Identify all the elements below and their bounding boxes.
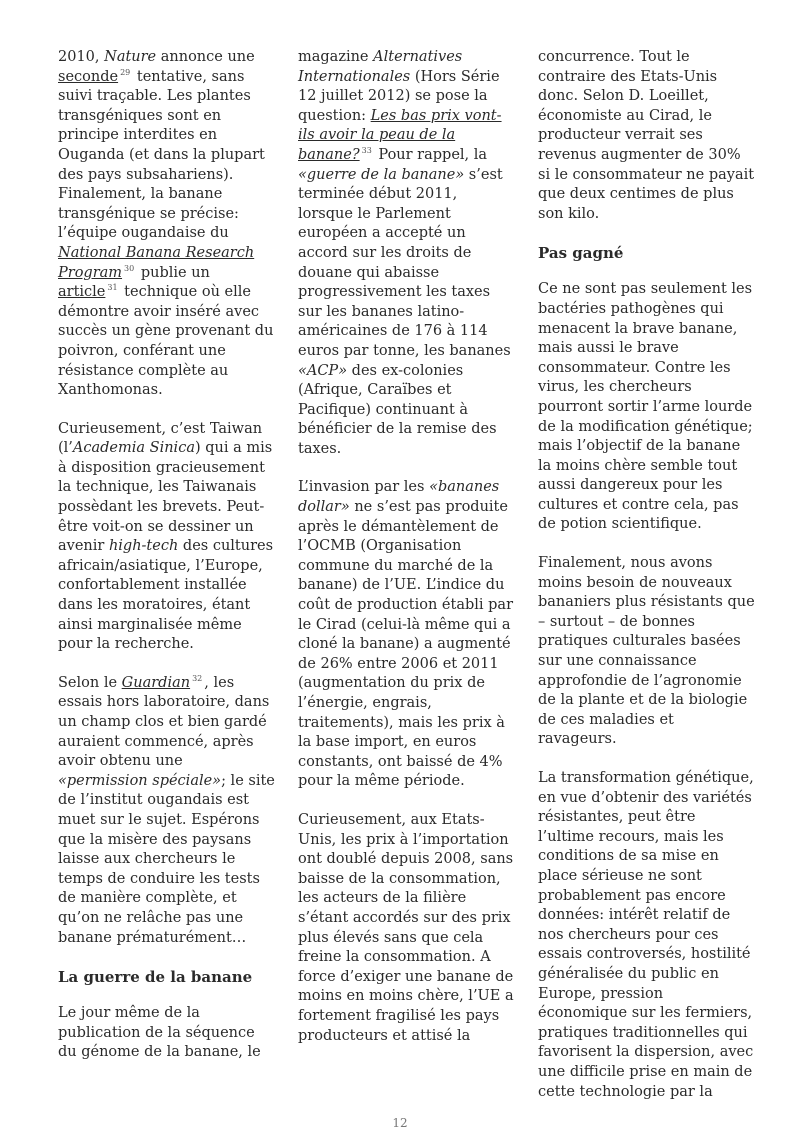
footnote-ref: 32 xyxy=(192,673,203,683)
column-3 xyxy=(538,48,756,1121)
paragraph: Ce ne sont pas seulement les bactéries pathogènes qui menacent la brave banane, mais aussi le brave consommateur. Contre les virus, les chercheurs pourront sortir l’arme lourde de la modification génétique; mais l’objectif de la banane la moins chère semble tout aussi dangereux pour les cultures et contre cela, pas de potion scientifique. xyxy=(538,281,753,533)
emphasis-guerre-de-la-banane: «guerre de la banane» xyxy=(298,166,465,183)
section-heading: La guerre de la banane xyxy=(58,968,253,987)
paragraph: Selon le Guardian $^{32}$ , les essais hors laboratoire, dans un champ clos et bien gardé auraient commencé, après avoir obtenu une «permission spéciale»; le site de l’institut ougandais est muet sur le sujet. Espérons que la misère des paysans laisse aux chercheurs le temps de conduire les tests de manière complète, et qu’on ne relâche pas une banane prématurément… xyxy=(58,673,275,946)
link-les-bas-prix[interactable]: Les bas prix vont-ils avoir la peau de la banane? xyxy=(298,107,502,163)
paragraph: La transformation génétique, en vue d’obtenir des variétés résistantes, peut être l’ultime recours, mais les conditions de sa mise en place sérieuse ne sont probablement pas encore données: intérêt relatif de nos chercheurs pour ces essais controversés, hostilité généralisée du public en Europe, pression économique sur les fermiers, pratiques traditionnelles qui favorisent la dispersion, avec une difficile prise en main de cette technologie par la xyxy=(538,770,754,1100)
paragraph: L’invasion par les «bananes dollar» ne s’est pas produite après le démantèlement de l’OCMB (Organisation commune du marché de la banane) de l’UE. L’indice du coût de production établi par le Cirad (celui-là même qui a cloné la banane) a augmenté de 26% entre 2006 et 2011 (augmentation du prix de l’énergie, engrais, traitements), mais les prix à la base import, en euros constants, ont baissé de 4% pour la même période. xyxy=(298,479,514,790)
column-2 xyxy=(298,48,516,1065)
paragraph: magazine Alternatives Internationales (Hors Série 12 juillet 2012) se pose la question: Les bas prix vont-ils avoir la peau de la banane? $^{33}$ Pour rappel, la «guerre de la banane» s’est terminée début 2011, lorsque le Parlement européen a accepté un accord sur les droits de douane qui abaisse progressivement les taxes sur les bananes latino-américaines de 176 à 114 euros par tonne, les bananes «ACP» des ex-colonies (Afrique, Caraïbes et Pacifique) continuant à bénéficier de la remise des taxes. xyxy=(298,49,511,457)
footnote-ref: 33 xyxy=(361,146,372,156)
footnote-ref: 30 xyxy=(124,263,135,273)
paragraph: Finalement, nous avons moins besoin de nouveaux bananiers plus résistants que – surtout – de bonnes pratiques culturales basées sur une connaissance approfondie de l’agronomie de la plante et de la biologie de ces maladies et ravageurs. xyxy=(538,555,755,748)
emphasis-bananes-dollar: «bananes dollar» xyxy=(298,479,500,516)
paragraph: Curieusement, c’est Taiwan (l’Academia Sinica) qui a mis à disposition gracieusement la technique, les Taiwanais possèdant les brevets. Peut-être voit-on se dessiner un avenir high-tech des cultures africain/asiatique, l’Europe, confortablement installée dans les moratoires, étant ainsi marginalisée même pour la recherche. xyxy=(58,420,274,653)
paragraph: Le jour même de la publication de la séquence du génome de la banane, le xyxy=(58,1005,261,1061)
paragraph: 2010, Nature annonce une seconde $^{29}$ tentative, sans suivi traçable. Les plantes transgéniques sont en principe interdites en Ouganda (et dans la plupart des pays subsahariens). Finalement, la banane transgénique se précise: l’équipe ougandaise du National Banana Research Program $^{30}$ publie un article $^{31}$ technique où elle démontre avoir inséré avec succès un gène provenant du poivron, conférant une résistance complète au Xanthomonas. xyxy=(58,49,274,399)
emphasis-high-tech: high-tech xyxy=(108,538,179,555)
paragraph: concurrence. Tout le contraire des Etats-Unis donc. Selon D. Loeillet, économiste au Cirad, le producteur verrait ses revenus augmenter de 30% si le consommateur ne payait que deux centimes de plus son kilo. xyxy=(538,49,755,222)
emphasis-permission-speciale: «permission spéciale» xyxy=(58,772,222,789)
emphasis-alternatives-internationales: Alternatives Internationales xyxy=(298,49,463,85)
footnote-ref: 29 xyxy=(120,67,131,77)
link-guardian[interactable]: Guardian xyxy=(121,674,191,691)
footnote-ref: 31 xyxy=(107,283,118,293)
column-1 xyxy=(58,48,276,1082)
link-article[interactable]: article xyxy=(58,284,106,301)
emphasis-nature: Nature xyxy=(104,49,157,65)
emphasis-academia-sinica: Academia Sinica xyxy=(72,440,195,457)
emphasis-acp: «ACP» xyxy=(298,362,348,379)
section-heading: Pas gagné xyxy=(538,244,624,263)
link-national-banana-research-program[interactable]: National Banana Research Program xyxy=(58,244,255,281)
link-seconde[interactable]: seconde xyxy=(58,68,119,85)
paragraph: Curieusement, aux Etats-Unis, les prix à l’importation ont doublé depuis 2008, sans baisse de la consommation, les acteurs de la filière s’étant accordés sur des prix plus élevés sans que cela freine la consommation. A force d’exiger une banane de moins en moins chère, l’UE a fortement fragilisé les pays producteurs et attisé la xyxy=(298,811,514,1044)
page-number: 12 xyxy=(392,1116,408,1130)
